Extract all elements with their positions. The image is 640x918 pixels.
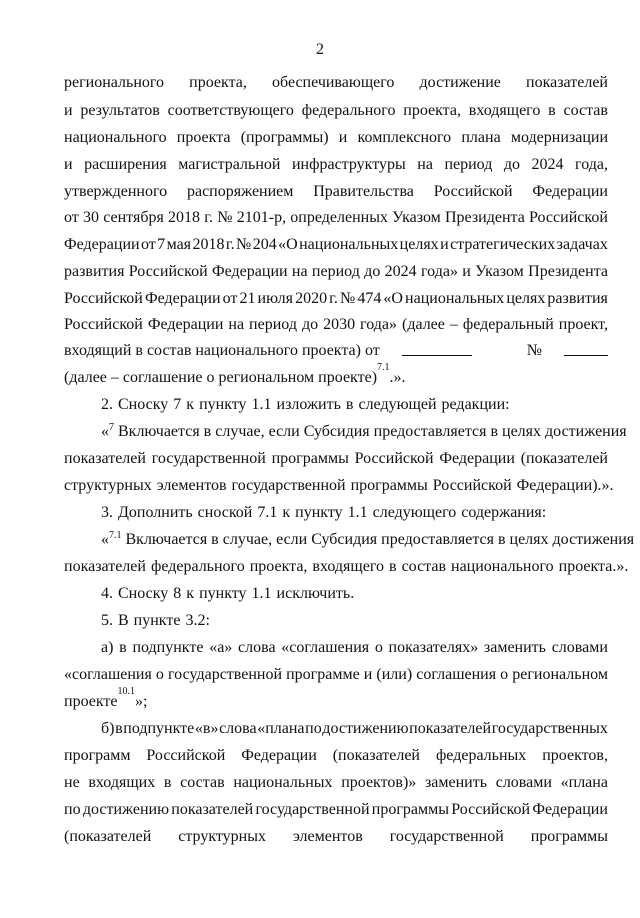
word: в bbox=[548, 102, 556, 119]
word: изложить bbox=[276, 396, 341, 413]
word: комплексного bbox=[357, 129, 452, 146]
word: 1.1 bbox=[347, 504, 368, 521]
word: показателей bbox=[64, 558, 146, 575]
word: Федерации bbox=[532, 183, 608, 200]
word: на bbox=[228, 316, 245, 333]
word: словами bbox=[551, 639, 608, 656]
text-line bbox=[101, 638, 608, 658]
word: Российской bbox=[529, 209, 608, 226]
word: плана bbox=[461, 129, 501, 146]
line-text: «$^{7.1}$ Включается в случае, если Субсидия предоставляется в целях достижения bbox=[101, 530, 635, 548]
word: и bbox=[363, 666, 373, 683]
text-line bbox=[64, 449, 608, 469]
word: входящий bbox=[64, 342, 132, 359]
text-line bbox=[64, 128, 608, 148]
word: проектов)» bbox=[341, 774, 417, 791]
word: федерального bbox=[150, 558, 245, 575]
text-line bbox=[64, 262, 608, 282]
word: национальных bbox=[299, 236, 399, 253]
word: Федерации bbox=[64, 236, 140, 253]
word: «а» bbox=[209, 639, 233, 656]
word: «соглашения bbox=[64, 666, 152, 683]
word: следующей bbox=[358, 396, 437, 413]
word: Федерации bbox=[241, 747, 317, 764]
word: по bbox=[64, 801, 81, 818]
word: Российской bbox=[433, 183, 513, 200]
word: состав bbox=[180, 774, 225, 791]
word: обеспечивающего bbox=[272, 74, 395, 91]
word: по bbox=[305, 720, 322, 737]
word: государственной bbox=[168, 666, 283, 683]
word: (показателей bbox=[64, 828, 152, 845]
word: о bbox=[374, 639, 383, 656]
word: Указом bbox=[392, 209, 441, 226]
word: и bbox=[64, 156, 73, 173]
word: Федерации bbox=[439, 450, 515, 467]
line-text bbox=[64, 341, 380, 361]
word: достижение bbox=[419, 74, 501, 91]
word: инфраструктуры bbox=[291, 156, 406, 173]
word: входящего bbox=[312, 558, 384, 575]
word: 474 bbox=[357, 290, 382, 307]
line-text: «$^7$ Включается в случае, если Субсидия предоставляется в целях достижения bbox=[101, 422, 627, 440]
text-line bbox=[64, 101, 608, 121]
text-line bbox=[64, 476, 614, 496]
word: в bbox=[345, 396, 354, 413]
word: программы bbox=[371, 801, 449, 818]
word: 2. bbox=[101, 396, 113, 413]
word: года» bbox=[360, 316, 397, 333]
text-line bbox=[64, 208, 608, 228]
word: Президента bbox=[444, 209, 525, 226]
word: достижению bbox=[82, 801, 170, 818]
word: г. bbox=[329, 290, 338, 307]
word: от bbox=[140, 236, 156, 253]
word: в bbox=[115, 720, 123, 737]
word: пункту bbox=[199, 396, 247, 413]
word: – bbox=[449, 316, 458, 333]
word: до bbox=[301, 316, 319, 333]
word: распоряжением bbox=[186, 183, 294, 200]
word: Российской bbox=[451, 801, 531, 818]
footnote-ref: 7.1 bbox=[109, 530, 122, 541]
word: Российской bbox=[432, 477, 512, 494]
word: июля bbox=[257, 290, 293, 307]
word: Российской bbox=[128, 263, 208, 280]
text-line bbox=[64, 182, 608, 202]
text-line bbox=[64, 665, 608, 685]
word: «в» bbox=[194, 720, 219, 737]
word: программы bbox=[350, 477, 428, 494]
word: (показателей bbox=[520, 450, 608, 467]
word: г. bbox=[204, 209, 214, 226]
word: Федерации bbox=[212, 263, 288, 280]
text-line bbox=[64, 557, 629, 577]
word: 7.1 bbox=[257, 504, 278, 521]
word: национальных bbox=[233, 774, 333, 791]
word: от bbox=[64, 209, 79, 226]
word: федеральный bbox=[462, 316, 554, 333]
word: Дополнить bbox=[118, 504, 193, 521]
word: «О bbox=[278, 236, 298, 253]
number-blank bbox=[564, 341, 608, 356]
word: государственной bbox=[255, 801, 370, 818]
word: Президента bbox=[528, 263, 608, 280]
word: соответствующего bbox=[167, 102, 294, 119]
word: 2024 bbox=[384, 263, 417, 280]
text-line bbox=[64, 746, 608, 766]
line-text: »; bbox=[135, 693, 148, 710]
word: 2101-р, bbox=[236, 209, 287, 226]
word: содержания: bbox=[461, 504, 547, 521]
word: Сноску bbox=[118, 396, 169, 413]
text-line bbox=[64, 155, 608, 175]
word: 21 bbox=[239, 290, 256, 307]
word: период bbox=[249, 316, 297, 333]
word: заменить bbox=[483, 639, 546, 656]
word: мая bbox=[166, 236, 192, 253]
word: целях bbox=[506, 290, 546, 307]
text-line bbox=[64, 315, 608, 335]
word: регионального bbox=[64, 74, 165, 91]
word: 7 bbox=[157, 236, 166, 253]
text-line bbox=[64, 289, 608, 309]
text-line bbox=[101, 584, 608, 604]
word: 2024 bbox=[531, 156, 564, 173]
word: редакции: bbox=[441, 396, 510, 413]
word: федерального bbox=[301, 102, 396, 119]
word: показателей bbox=[526, 74, 608, 91]
word: 2020 bbox=[295, 290, 328, 307]
word: региональном bbox=[512, 666, 608, 683]
word: к bbox=[282, 504, 291, 521]
text-line-with-blanks bbox=[64, 341, 608, 361]
word: словами bbox=[495, 774, 552, 791]
word: 3.2: bbox=[185, 612, 210, 629]
word: период bbox=[444, 156, 493, 173]
word: Российской bbox=[354, 450, 434, 467]
word: Федерации bbox=[532, 801, 608, 818]
word: результатов bbox=[80, 102, 160, 119]
word: 3. bbox=[101, 504, 113, 521]
text-line bbox=[64, 827, 608, 847]
word: (программы) bbox=[240, 129, 329, 146]
word: (далее bbox=[401, 316, 445, 333]
word: подпункте bbox=[123, 720, 195, 737]
word: (или) bbox=[376, 666, 413, 683]
word: на bbox=[417, 156, 433, 173]
word: показателей bbox=[171, 801, 254, 818]
word: о bbox=[500, 666, 509, 683]
word: состав bbox=[401, 558, 447, 575]
text-line bbox=[101, 719, 608, 739]
word: и bbox=[440, 236, 449, 253]
word: «О bbox=[383, 290, 403, 307]
word: 2018 bbox=[192, 236, 225, 253]
word: 1.1 bbox=[251, 396, 272, 413]
date-blank bbox=[402, 341, 472, 356]
word: элементов bbox=[156, 477, 227, 494]
word: входящего bbox=[468, 102, 541, 119]
word: состав bbox=[146, 342, 192, 359]
word: В bbox=[118, 612, 129, 629]
word: исключить. bbox=[276, 585, 355, 602]
word: а) bbox=[101, 639, 114, 656]
word: Правительства bbox=[313, 183, 414, 200]
word: к bbox=[186, 396, 195, 413]
word: программе bbox=[286, 666, 360, 683]
word: национального bbox=[451, 558, 554, 575]
word: пункте bbox=[133, 612, 181, 629]
text-line bbox=[101, 395, 608, 415]
text-line bbox=[101, 611, 608, 631]
word: соглашения bbox=[416, 666, 497, 683]
word: № bbox=[236, 236, 252, 253]
footnote-ref: 7 bbox=[109, 422, 114, 433]
word: магистральной bbox=[178, 156, 281, 173]
text-line bbox=[64, 686, 608, 712]
word: развития bbox=[64, 263, 125, 280]
line-text: (далее – соглашение о региональном проекте) bbox=[64, 369, 378, 386]
word: Российской bbox=[64, 290, 143, 307]
word: от bbox=[364, 342, 380, 359]
word: проекта, bbox=[249, 558, 308, 575]
word: и bbox=[64, 102, 73, 119]
word: до bbox=[364, 263, 381, 280]
word: показателей bbox=[64, 450, 146, 467]
word: национального bbox=[64, 129, 167, 146]
word: подпункте bbox=[132, 639, 204, 656]
word: и bbox=[462, 263, 471, 280]
text-line bbox=[101, 503, 608, 523]
word: структурных bbox=[64, 477, 152, 494]
word: государственной bbox=[231, 477, 346, 494]
word: пункту bbox=[199, 585, 247, 602]
word: пункту bbox=[295, 504, 343, 521]
word: и bbox=[338, 129, 348, 146]
line-text: проекте bbox=[64, 693, 118, 710]
word: Федерации bbox=[144, 290, 221, 307]
word: в bbox=[119, 639, 127, 656]
word: период bbox=[311, 263, 360, 280]
word: федеральных bbox=[435, 747, 527, 764]
word: 5. bbox=[101, 612, 113, 629]
word: государственной bbox=[389, 828, 504, 845]
word: показателях» bbox=[388, 639, 479, 656]
word: Сноску bbox=[118, 585, 169, 602]
word: «плана bbox=[560, 774, 608, 791]
footnote-ref: 10.1 bbox=[117, 686, 136, 697]
word: 30 bbox=[83, 209, 99, 226]
word: программ bbox=[64, 747, 131, 764]
word: входящих bbox=[88, 774, 156, 791]
text-line bbox=[101, 530, 635, 550]
word: программы bbox=[271, 450, 349, 467]
word: проекта, bbox=[403, 102, 461, 119]
word: проекта bbox=[176, 129, 231, 146]
word: государственной bbox=[151, 450, 266, 467]
word: (показателей bbox=[332, 747, 420, 764]
word: Федерации bbox=[147, 316, 224, 333]
word: сноской bbox=[197, 504, 253, 521]
word: стратегических bbox=[450, 236, 556, 253]
word: развития bbox=[547, 290, 608, 307]
word: 7 bbox=[173, 396, 182, 413]
page-number: 2 bbox=[316, 41, 324, 58]
text-line bbox=[64, 800, 608, 820]
footnote-ref: 7.1 bbox=[377, 362, 390, 373]
word: № bbox=[217, 209, 233, 226]
word: б) bbox=[101, 720, 115, 737]
word: следующего bbox=[372, 504, 457, 521]
word: государственных bbox=[491, 720, 608, 737]
word: состав bbox=[563, 102, 608, 119]
word: «соглашения bbox=[281, 639, 370, 656]
word: задачах bbox=[556, 236, 608, 253]
word: проекта) bbox=[301, 342, 361, 359]
word: элементов bbox=[292, 828, 363, 845]
word: Российской bbox=[64, 316, 143, 333]
word: целях bbox=[399, 236, 439, 253]
word: № bbox=[339, 290, 356, 307]
word: 2030 bbox=[323, 316, 356, 333]
word: в bbox=[135, 342, 143, 359]
word: 8 bbox=[173, 585, 182, 602]
word: проект, bbox=[558, 316, 608, 333]
word: года» bbox=[421, 263, 458, 280]
number-sign: № bbox=[526, 342, 542, 359]
word: национальных bbox=[405, 290, 505, 307]
word: структурных bbox=[178, 828, 266, 845]
word: проекта.». bbox=[558, 558, 629, 575]
word: Российской bbox=[146, 747, 226, 764]
text-line bbox=[64, 362, 608, 388]
word: года, bbox=[575, 156, 608, 173]
word: Федерации).». bbox=[516, 477, 614, 494]
word: сентября bbox=[103, 209, 164, 226]
word: показателей bbox=[409, 720, 492, 737]
text-line bbox=[64, 73, 608, 93]
line-text: .». bbox=[389, 369, 406, 386]
word: в bbox=[163, 774, 172, 791]
word: «плана bbox=[257, 720, 305, 737]
word: в bbox=[389, 558, 397, 575]
text-line bbox=[101, 422, 627, 442]
text-line bbox=[64, 235, 608, 255]
word: 204 bbox=[252, 236, 277, 253]
word: слова bbox=[219, 720, 257, 737]
word: г. bbox=[225, 236, 235, 253]
word: 4. bbox=[101, 585, 113, 602]
word: не bbox=[64, 774, 80, 791]
word: программы bbox=[530, 828, 608, 845]
word: модернизации bbox=[510, 129, 608, 146]
word: до bbox=[503, 156, 520, 173]
word: о bbox=[155, 666, 164, 683]
word: слова bbox=[238, 639, 276, 656]
word: на bbox=[291, 263, 308, 280]
word: к bbox=[186, 585, 195, 602]
word: заменить bbox=[424, 774, 488, 791]
word: 1.1 bbox=[251, 585, 272, 602]
word: достижению bbox=[322, 720, 409, 737]
word: от bbox=[222, 290, 238, 307]
word: Указом bbox=[475, 263, 524, 280]
text-line bbox=[64, 773, 608, 793]
word: утвержденного bbox=[64, 183, 168, 200]
word: проекта, bbox=[189, 74, 247, 91]
word: 2018 bbox=[168, 209, 201, 226]
word: проектов, bbox=[542, 747, 608, 764]
word: национального bbox=[195, 342, 298, 359]
word: определенных bbox=[290, 209, 388, 226]
word: расширения bbox=[84, 156, 167, 173]
